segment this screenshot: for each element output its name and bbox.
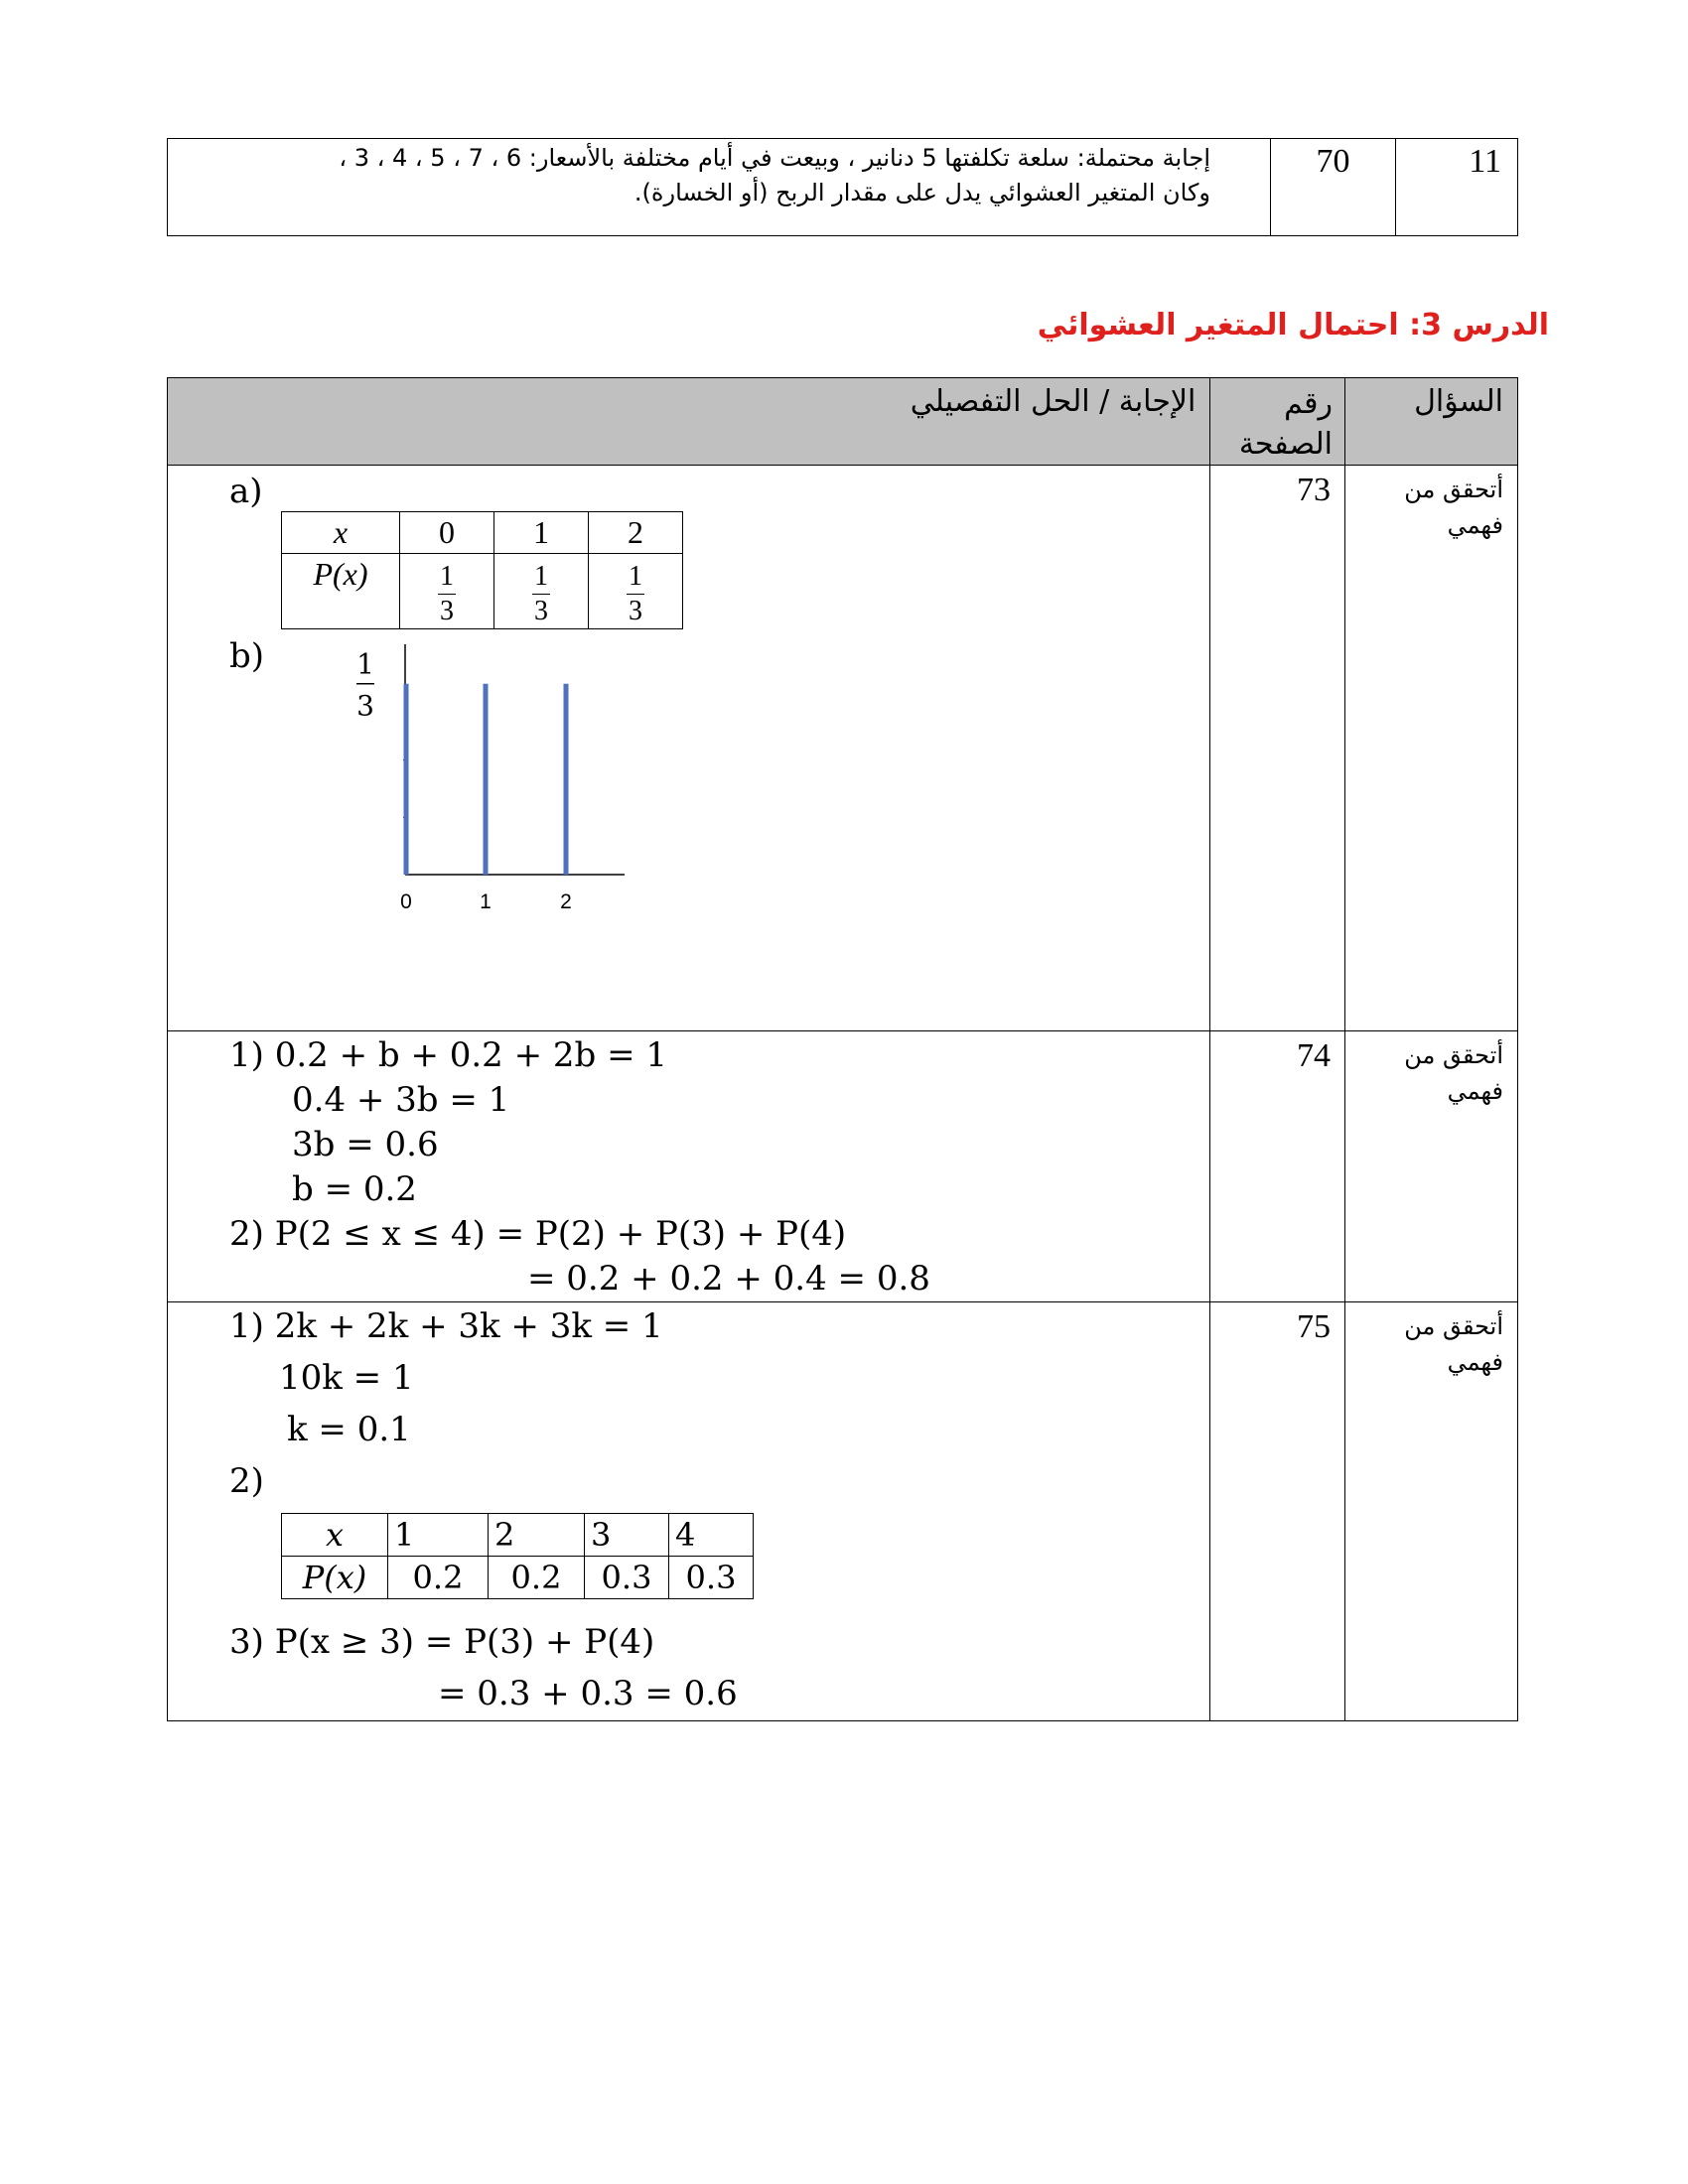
part-b-label: b) <box>229 636 265 676</box>
table-a-head: 0 <box>400 512 494 554</box>
page-cell: 73 <box>1210 466 1345 1031</box>
solution-line: 3b = 0.6 <box>292 1125 439 1164</box>
table-row <box>168 1031 1518 1302</box>
y-tick-denominator: 3 <box>356 689 374 723</box>
table-a-cell <box>494 554 589 629</box>
table-c-row-label: P(x) <box>282 1557 388 1599</box>
table-a-head-x: x <box>282 512 400 554</box>
frac-num: 1 <box>440 561 454 592</box>
distribution-table-a <box>281 511 683 629</box>
table-c-cell: 0.3 <box>669 1557 754 1599</box>
lesson-title: الدرس 3: احتمال المتغير العشوائي <box>1037 308 1549 342</box>
page-cell: 75 <box>1210 1302 1345 1721</box>
header-row <box>168 378 1518 466</box>
table-a-cell <box>400 554 494 629</box>
top-table <box>167 138 1518 236</box>
table-c-cell: 0.2 <box>489 1557 585 1599</box>
solution-line: 2) <box>229 1461 264 1501</box>
top-question-cell: 11 <box>1396 139 1518 236</box>
answer-cell-73 <box>168 466 1210 1031</box>
probability-bar-chart <box>307 644 625 1031</box>
solution-line: 1) 2k + 2k + 3k + 3k = 1 <box>229 1306 663 1346</box>
frac-den: 3 <box>629 596 642 626</box>
table-a-row-label: P(x) <box>282 554 400 629</box>
frac-num: 1 <box>629 561 642 592</box>
main-table <box>167 377 1518 1721</box>
table-c-head-x: x <box>282 1514 388 1557</box>
header-answer: الإجابة / الحل التفصيلي <box>168 378 1210 466</box>
table-c-cell: 0.3 <box>585 1557 669 1599</box>
frac-den: 3 <box>440 596 454 626</box>
solution-line: k = 0.1 <box>287 1410 411 1449</box>
solution-line: 0.4 + 3b = 1 <box>292 1080 510 1120</box>
solution-line: 1) 0.2 + b + 0.2 + 2b = 1 <box>229 1035 668 1075</box>
table-row <box>168 466 1518 1031</box>
x-tick-label: 2 <box>560 890 572 913</box>
answer-cell-75 <box>168 1302 1210 1721</box>
top-page-cell: 70 <box>1271 139 1396 236</box>
solution-line: = 0.2 + 0.2 + 0.4 = 0.8 <box>527 1259 930 1298</box>
solution-line: = 0.3 + 0.3 = 0.6 <box>438 1674 738 1713</box>
frac-num: 1 <box>534 561 548 592</box>
solution-line: 10k = 1 <box>279 1358 414 1398</box>
table-c-head: 2 <box>489 1514 585 1557</box>
frac-den: 3 <box>534 596 548 626</box>
part-a-label: a) <box>229 472 263 511</box>
table-a-head: 2 <box>589 512 683 554</box>
question-cell: أتحقق من فهمي <box>1344 466 1517 1031</box>
table-a-head: 1 <box>494 512 589 554</box>
question-cell: أتحقق من فهمي <box>1344 1031 1517 1302</box>
table-row <box>168 1302 1518 1721</box>
top-answer-cell <box>168 139 1271 236</box>
x-tick-label: 0 <box>400 890 412 913</box>
table-c-head: 4 <box>669 1514 754 1557</box>
header-page: رقم الصفحة <box>1210 378 1345 466</box>
table-c-head: 1 <box>388 1514 489 1557</box>
page-cell: 74 <box>1210 1031 1345 1302</box>
solution-line: 3) P(x ≥ 3) = P(3) + P(4) <box>229 1622 655 1662</box>
table-c-head: 3 <box>585 1514 669 1557</box>
table-a-cell <box>589 554 683 629</box>
answer-cell-74 <box>168 1031 1210 1302</box>
header-question: السؤال <box>1344 378 1517 466</box>
table-c-cell: 0.2 <box>388 1557 489 1599</box>
top-answer-line2: وكان المتغير العشوائي يدل على مقدار الربح (أو الخسارة). <box>633 178 1210 206</box>
y-tick-numerator: 1 <box>356 647 374 681</box>
solution-line: b = 0.2 <box>292 1169 417 1209</box>
question-cell: أتحقق من فهمي <box>1344 1302 1517 1721</box>
x-tick-label: 1 <box>480 890 492 913</box>
solution-line: 2) P(2 ≤ x ≤ 4) = P(2) + P(3) + P(4) <box>229 1214 847 1254</box>
distribution-table-c <box>281 1513 754 1599</box>
top-answer-line1: إجابة محتملة: سلعة تكلفتها 5 دنانير ، وبيعت في أيام مختلفة بالأسعار: 6 ، 7 ، 5 ، 4 ، 3 ، <box>339 144 1210 172</box>
